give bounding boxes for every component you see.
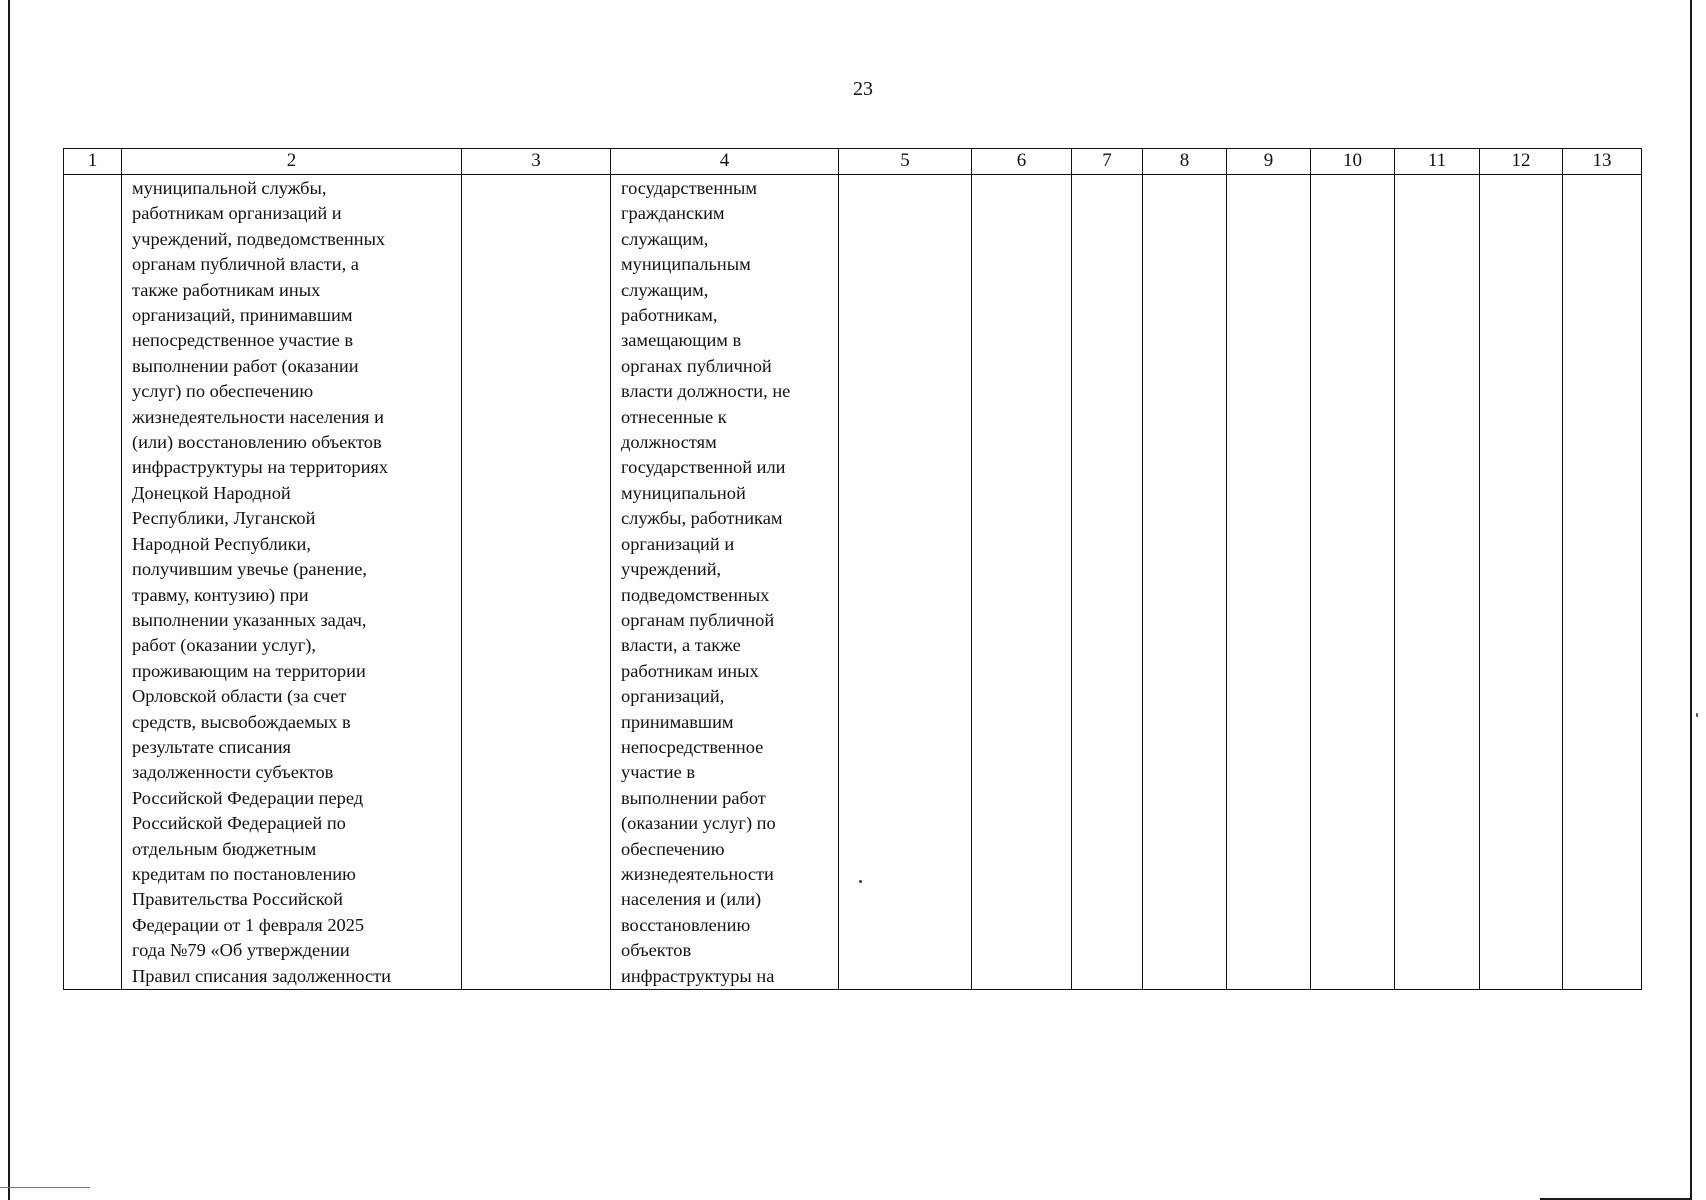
text-line: Правительства Российской xyxy=(132,889,343,910)
text-line: Правил списания задолженности xyxy=(132,965,391,986)
table-cell-col4 xyxy=(611,175,839,990)
text-line: инфраструктуры на территориях xyxy=(132,457,389,478)
table-cell-col7 xyxy=(1072,175,1143,990)
text-line: Республики, Луганской xyxy=(132,508,316,529)
table-cell-col2 xyxy=(122,175,462,990)
col2-text xyxy=(132,176,455,989)
column-header: 6 xyxy=(972,149,1072,175)
text-line: восстановлению xyxy=(621,914,751,935)
text-line: Российской Федерации перед xyxy=(132,787,364,808)
text-line: гражданским xyxy=(621,203,725,224)
text-line: служащим, xyxy=(621,228,709,249)
table-cell-col8 xyxy=(1143,175,1227,990)
text-line: жизнедеятельности xyxy=(621,863,774,884)
text-line: учреждений, подведомственных xyxy=(132,228,386,249)
text-line: также работникам иных xyxy=(132,279,321,300)
text-line: отдельным бюджетным xyxy=(132,838,317,859)
text-line: органах публичной xyxy=(621,355,772,376)
table-header-row xyxy=(64,149,1642,175)
text-line: непосредственное участие в xyxy=(132,330,354,351)
text-line: результате списания xyxy=(132,736,291,757)
column-header: 4 xyxy=(611,149,839,175)
text-line: получившим увечье (ранение, xyxy=(132,559,367,580)
text-line: муниципальной xyxy=(621,482,746,503)
scan-speck xyxy=(1696,713,1698,717)
text-line: работ (оказании услуг), xyxy=(132,635,316,656)
text-line: власти должности, не xyxy=(621,381,791,402)
text-line: травму, контузию) при xyxy=(132,584,309,605)
text-line: услуг) по обеспечению xyxy=(132,381,314,402)
col4-text xyxy=(621,176,832,989)
text-line: отнесенные к xyxy=(621,406,727,427)
text-line: органам публичной власти, а xyxy=(132,254,359,275)
table-cell-col9 xyxy=(1227,175,1311,990)
text-line: организаций, xyxy=(621,686,725,707)
text-line: жизнедеятельности населения и xyxy=(132,406,384,427)
text-line: непосредственное xyxy=(621,736,764,757)
text-line: органам публичной xyxy=(621,609,775,630)
text-line: служащим, xyxy=(621,279,709,300)
text-line: Российской Федерацией по xyxy=(132,813,346,834)
text-line: службы, работникам xyxy=(621,508,783,529)
text-line: подведомственных xyxy=(621,584,770,605)
text-line: инфраструктуры на xyxy=(621,965,775,986)
text-line: муниципальной службы, xyxy=(132,178,327,198)
text-line: года №79 «Об утверждении xyxy=(132,940,350,961)
table-cell-col1 xyxy=(64,175,122,990)
page-number: 23 xyxy=(853,78,873,100)
column-header: 11 xyxy=(1395,149,1480,175)
text-line: задолженности субъектов xyxy=(132,762,334,783)
column-header: 7 xyxy=(1072,149,1143,175)
scan-edge-bottom-left xyxy=(0,1187,90,1188)
column-header: 12 xyxy=(1480,149,1563,175)
column-header: 2 xyxy=(122,149,462,175)
column-header: 8 xyxy=(1143,149,1227,175)
text-line: средств, высвобождаемых в xyxy=(132,711,351,732)
text-line: объектов xyxy=(621,940,692,961)
text-line: учреждений, xyxy=(621,559,722,580)
text-line: проживающим на территории xyxy=(132,660,366,681)
text-line: (или) восстановлению объектов xyxy=(132,432,382,453)
column-header: 5 xyxy=(839,149,972,175)
column-header: 10 xyxy=(1311,149,1395,175)
text-line: участие в xyxy=(621,762,696,783)
text-line: власти, а также xyxy=(621,635,741,656)
text-line: Донецкой Народной xyxy=(132,482,291,503)
table-row xyxy=(64,175,1642,990)
text-line: должностям xyxy=(621,432,717,453)
table-cell-col11 xyxy=(1395,175,1480,990)
text-line: Орловской области (за счет xyxy=(132,686,347,707)
text-line: выполнении указанных задач, xyxy=(132,609,367,630)
text-line: муниципальным xyxy=(621,254,751,275)
text-line: организаций и xyxy=(621,533,735,554)
text-line: работникам организаций и xyxy=(132,203,342,224)
table-cell-col3 xyxy=(462,175,611,990)
text-line: населения и (или) xyxy=(621,889,762,910)
text-line: организаций, принимавшим xyxy=(132,305,353,326)
column-header: 9 xyxy=(1227,149,1311,175)
text-line: кредитам по постановлению xyxy=(132,863,356,884)
text-line: работникам, xyxy=(621,305,718,326)
table-cell-col13 xyxy=(1563,175,1642,990)
text-line: государственным xyxy=(621,178,758,198)
scan-speck xyxy=(859,880,862,883)
text-line: Федерации от 1 февраля 2025 xyxy=(132,914,365,935)
text-line: выполнении работ xyxy=(621,787,766,808)
text-line: обеспечению xyxy=(621,838,725,859)
scan-edge-right xyxy=(1690,0,1692,1200)
text-line: государственной или xyxy=(621,457,786,478)
text-line: выполнении работ (оказании xyxy=(132,355,359,376)
column-header: 13 xyxy=(1563,149,1642,175)
table-cell-col10 xyxy=(1311,175,1395,990)
text-line: работникам иных xyxy=(621,660,759,681)
scan-edge-left xyxy=(8,0,10,1200)
table-cell-col5 xyxy=(839,175,972,990)
document-table xyxy=(63,148,1642,990)
text-line: (оказании услуг) по xyxy=(621,813,776,834)
text-line: замещающим в xyxy=(621,330,742,351)
text-line: принимавшим xyxy=(621,711,734,732)
column-header: 1 xyxy=(64,149,122,175)
text-line: Народной Республики, xyxy=(132,533,311,554)
table-cell-col6 xyxy=(972,175,1072,990)
column-header: 3 xyxy=(462,149,611,175)
table-cell-col12 xyxy=(1480,175,1563,990)
